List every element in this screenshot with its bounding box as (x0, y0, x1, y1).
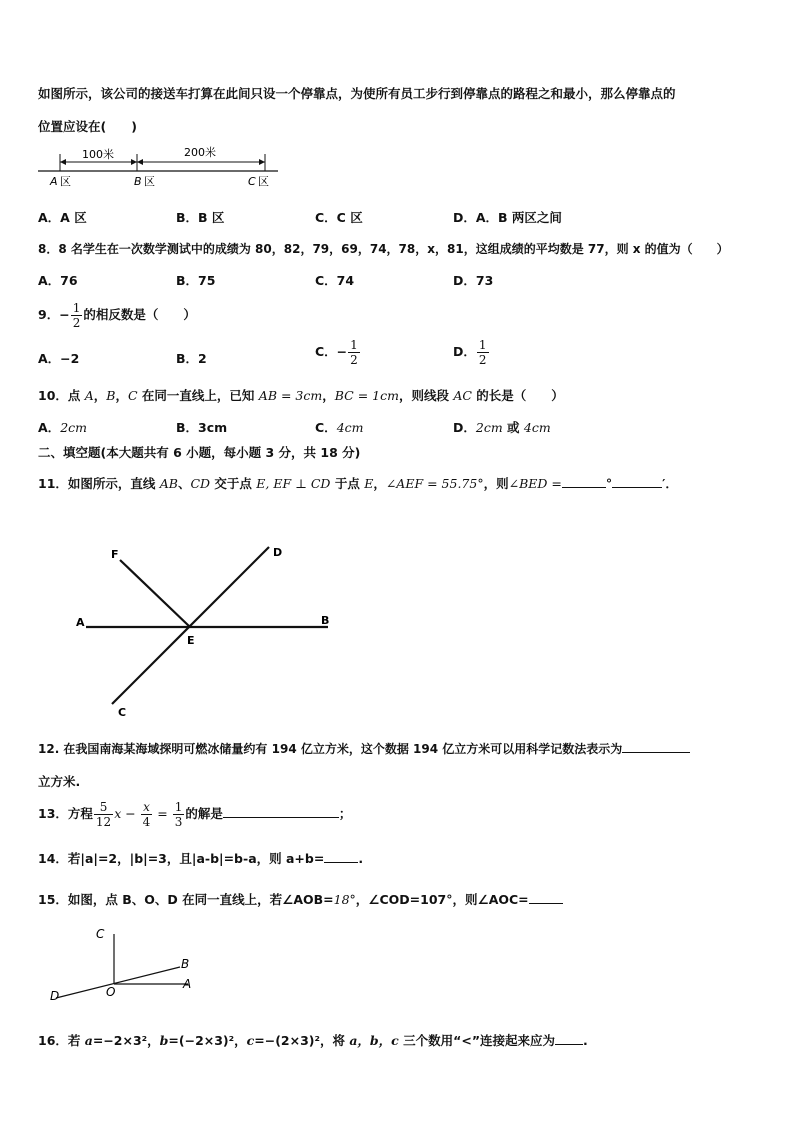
q9-minus: − (59, 307, 70, 322)
q9-option-c-prefix: C．− (315, 344, 348, 359)
q10-sep2: ， (115, 388, 128, 403)
q10-part2: 在同一直线上，已知 (137, 388, 259, 403)
q7-arrow-c (259, 159, 265, 165)
q16-part1: 16．若 (38, 1033, 85, 1048)
q11-label-f: F (111, 548, 119, 561)
q13-f2-num: x (141, 800, 153, 815)
q10-option-b: B．3cm (176, 420, 228, 435)
q10-option-d-mid: 或 (502, 420, 524, 435)
q11-blank-degree (562, 475, 606, 488)
q11-line-cd (112, 547, 269, 704)
q15-part1: 15．如图，点 B、O、D 在同一直线上，若∠AOB= (38, 892, 334, 907)
q8-option-b: B．75 (176, 273, 216, 288)
q7-arrow-a (60, 159, 66, 165)
q10-option-d-value2: 4cm (523, 420, 551, 435)
q14-part1: 14．若|a|=2，|b|=3，且|a-b|=b-a，则 a+b= (38, 851, 325, 866)
q9-number: 9． (38, 307, 60, 322)
q9-option-d-fraction (477, 338, 489, 367)
q7-dist-ab: 100米 (82, 148, 114, 161)
q13-text (38, 800, 351, 829)
q10-bc: BC = 1cm (334, 388, 399, 403)
q13-f3-num: 1 (174, 800, 183, 814)
q11-line-ef (120, 560, 190, 627)
q10-ab: AB = 3cm (258, 388, 323, 403)
q9-tail: 的相反数是（ ） (83, 307, 196, 322)
q9-option-c-fraction (348, 338, 360, 367)
q16-part5: 三个数用“<”连接起来应为 (398, 1033, 556, 1048)
q10-part1: 10．点 (38, 388, 85, 403)
q11-cd: CD (190, 476, 211, 491)
q11-blank-minute (612, 475, 662, 488)
q16-b: b (159, 1033, 169, 1048)
q15-label-c: C (96, 927, 105, 941)
q15-line-db (56, 967, 180, 998)
q16-a: a (84, 1033, 93, 1048)
q13-f1-den: 12 (95, 815, 112, 829)
q9-option-b: B．2 (176, 351, 207, 366)
q13-f1-num: 5 (94, 800, 113, 815)
q11-degree-sign: ° (605, 476, 613, 491)
q7-zone-c: 区 (258, 175, 269, 188)
q11-part4: 于点 (330, 476, 365, 491)
q14-blank (324, 850, 358, 863)
q11-label-e: E (187, 634, 195, 647)
q16-blank (555, 1032, 583, 1045)
q9-option-c (315, 338, 361, 367)
q11-bed: ∠BED = (508, 476, 562, 491)
q9-option-d-den: 2 (478, 353, 487, 367)
q15-label-d: D (50, 989, 60, 1002)
q13-minus: − (121, 806, 140, 821)
q15-figure (46, 922, 206, 1002)
q9-fraction (71, 301, 83, 330)
q10-point-b: B (106, 388, 116, 403)
q7-arrow-b-right (137, 159, 143, 165)
q11-end: ． (665, 476, 678, 491)
q12-text-line1 (38, 740, 690, 757)
q11-label-d: D (273, 546, 283, 559)
q8-option-a: A．76 (38, 273, 78, 288)
q16-part3: =(−2×3)²， (168, 1033, 247, 1048)
q13-fraction3 (173, 800, 185, 829)
q7-option-c: C．C 区 (315, 210, 363, 225)
q7-label-c: C (248, 175, 256, 188)
q13-end: ； (338, 806, 352, 821)
q9-option-c-num: 1 (350, 338, 358, 352)
q13-x: x (114, 806, 122, 821)
q7-zone-b: 区 (144, 175, 155, 188)
q13-part1: 13．方程 (38, 806, 93, 821)
q11-label-b: B (321, 614, 330, 627)
q10-option-a (38, 418, 87, 436)
q11-part6: ，则 (483, 476, 509, 491)
q7-dist-bc: 200米 (184, 146, 216, 159)
q10-point-a: A (84, 388, 94, 403)
q7-figure (38, 140, 283, 192)
q10-option-c-label: C． (315, 420, 337, 435)
q15-blank (529, 891, 563, 904)
q15-part2: ，∠COD=107°，则∠AOC= (355, 892, 529, 907)
q11-part3: 交于点 (210, 476, 257, 491)
q10-part4: ，则线段 (398, 388, 454, 403)
q15-label-b: B (181, 957, 190, 971)
q9-frac-den: 2 (72, 316, 81, 330)
q7-intro-line2: 位置应设在( ) (38, 119, 137, 134)
q7-label-a: A (50, 175, 58, 188)
q16-abc: a，b，c (349, 1033, 399, 1048)
q7-option-a: A．A 区 (38, 210, 87, 225)
q10-option-c (315, 418, 364, 436)
q12-blank (622, 740, 690, 753)
q13-equals: = (153, 806, 172, 821)
q13-part2: 的解是 (185, 806, 223, 821)
q15-text (38, 890, 563, 908)
q9-option-d-num: 1 (478, 338, 487, 352)
q12-part1: 12. 在我国南海某海域探明可燃冰储量约有 194 亿立方米，这个数据 194 亿立方米可以用科学记数法表示为 (38, 742, 623, 756)
q7-arrow-b-left (131, 159, 137, 165)
q10-option-d-value1: 2cm (475, 420, 503, 435)
q8-option-c: C．74 (315, 273, 355, 288)
q11-part5: ， (373, 476, 386, 491)
q13-f2-den: 4 (142, 815, 151, 829)
q10-part5: 的长是（ ） (471, 388, 564, 403)
q7-option-d: D．A．B 两区之间 (453, 210, 562, 225)
q11-label-c: C (118, 706, 127, 719)
q10-option-d (453, 418, 551, 436)
section-heading: 二、填空题(本大题共有 6 小题，每小题 3 分，共 18 分) (38, 445, 361, 460)
q13-fraction1 (94, 800, 113, 829)
q13-f3-den: 3 (174, 815, 183, 829)
q10-option-a-value: 2cm (60, 420, 87, 435)
q11-e: E (364, 476, 374, 491)
q7-zone-a: 区 (60, 175, 71, 188)
q13-fraction2 (141, 800, 153, 829)
q12-text-line2: 立方米. (38, 774, 81, 789)
q11-ab: AB (159, 476, 178, 491)
q15-angle-18: 18° (333, 892, 356, 907)
q9-option-d (453, 338, 490, 367)
q7-option-b: B．B 区 (176, 210, 225, 225)
q11-angle: ∠AEF = 55.75° (385, 476, 484, 491)
q9-option-c-den: 2 (350, 353, 358, 367)
q9-option-d-prefix: D． (453, 344, 476, 359)
q16-part4: =−(2×3)²，将 (254, 1033, 350, 1048)
q10-option-d-label: D． (453, 420, 476, 435)
q10-text (38, 386, 564, 404)
q11-figure (70, 540, 340, 720)
q11-text (38, 474, 678, 492)
q10-point-c: C (128, 388, 138, 403)
q9-frac-num: 1 (72, 301, 81, 315)
q15-label-a: A (183, 977, 192, 991)
q9-text (38, 301, 196, 330)
q8-option-d: D．73 (453, 273, 494, 288)
q11-part2: 、 (177, 476, 191, 491)
q16-c: c (246, 1033, 255, 1048)
q16-end: . (583, 1033, 588, 1048)
q11-minute-sign: ′ (662, 476, 666, 491)
q10-option-a-label: A． (38, 420, 61, 435)
q8-text: 8．8 名学生在一次数学测试中的成绩为 80，82，79，69，74，78，x，81，这组成绩的平均数是 77，则 x 的值为（ ） (38, 242, 729, 256)
q15-label-o: O (106, 985, 116, 999)
q10-ac: AC (453, 388, 472, 403)
q10-sep1: ， (93, 388, 107, 403)
q11-ef-cd: E, EF ⊥ CD (256, 476, 331, 491)
q16-part2: =−2×3²， (92, 1033, 160, 1048)
q14-text (38, 849, 363, 867)
q7-label-b: B (134, 175, 142, 188)
q7-intro-line1: 如图所示，该公司的接送车打算在此间只设一个停靠点，为使所有员工步行到停靠点的路程之和最小，那么停靠点的 (38, 86, 676, 101)
q11-label-a: A (76, 616, 85, 629)
q14-end: . (358, 851, 364, 866)
q13-blank (223, 805, 339, 818)
q10-option-c-value: 4cm (336, 420, 364, 435)
q11-part1: 11．如图所示，直线 (38, 476, 160, 491)
q9-option-a: A．−2 (38, 351, 80, 366)
q10-part3: ， (322, 388, 335, 403)
q16-text (38, 1031, 588, 1049)
